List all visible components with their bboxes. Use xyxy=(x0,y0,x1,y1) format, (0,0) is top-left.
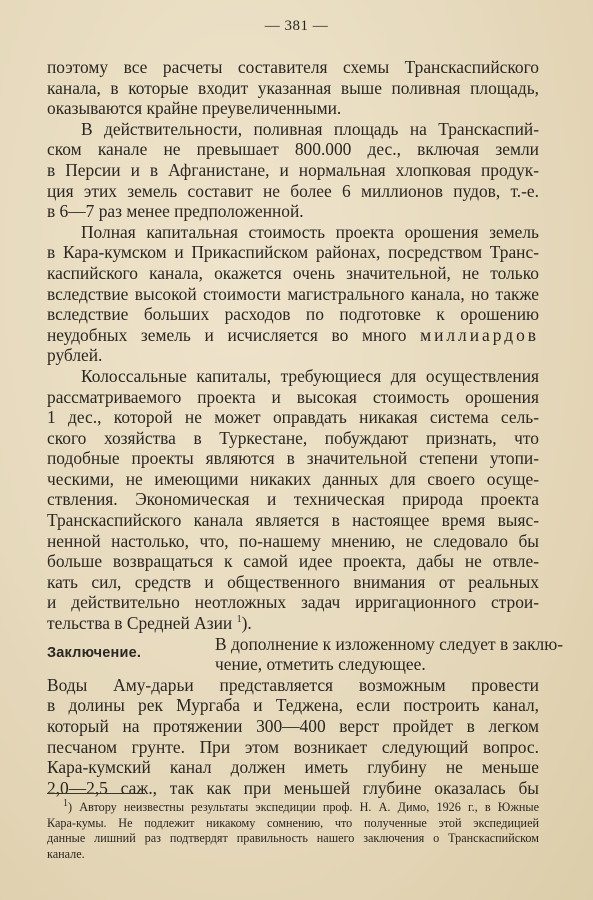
text-line: ском канале не превышает 800.000 дес., включая земли xyxy=(47,139,539,160)
text-line: ческими, не имеющими никаких данных для своего осуще- xyxy=(47,468,539,489)
text-line: вследствие больших расходов по подготовке к орошению xyxy=(47,304,539,325)
text-line: оказываются крайне преувеличенными. xyxy=(47,98,342,119)
footnote-marker: 1 xyxy=(63,797,68,809)
text-line: в Персии и в Афганистане, и нормальная хлопковая продук- xyxy=(47,159,539,180)
footnote-reference[interactable]: 1 xyxy=(236,614,242,626)
text-line: ненной настолько, что, по-нашему мнению, не следовало бы xyxy=(47,530,539,551)
text-line: в 6—7 раз менее предположенной. xyxy=(47,201,304,222)
conclusion-section xyxy=(47,633,564,675)
text-line: ствления. Экономическая и техническая природа проекта xyxy=(47,489,539,510)
footnote-line: Кара-кумы. Не подлежит никакому сомнению, что полученные этой экспедицией xyxy=(47,815,539,830)
text-line: Полная капитальная стоимость проекта орошения земель xyxy=(81,221,539,242)
spaced-word: миллиардов xyxy=(420,324,539,345)
footnote-text: ) Автору неизвестны результаты экспедиции проф. Н. А. Димо, 1926 г., в Южные xyxy=(68,800,539,814)
text-line: рассматриваемого проекта и высокая стоимость орошения xyxy=(47,386,539,407)
footnote-line: канале. xyxy=(47,846,85,861)
paragraph-1 xyxy=(47,57,539,119)
text-line: 1 дес., которой не может оправдать никакая система сель- xyxy=(47,407,539,428)
text-line: песчаном грунте. При этом возникает следующий вопрос. xyxy=(47,736,539,757)
text-line: каспийского канала, окажется очень значительной, не только xyxy=(47,262,539,283)
paragraph-2 xyxy=(47,119,539,222)
paragraph-3 xyxy=(47,222,539,366)
text-line: 2,0—2,5 саж., так как при меньшей глубине оказалась бы xyxy=(47,777,539,798)
text-line: Транскаспийского канала является в настоящее время выяс- xyxy=(47,510,539,531)
footnote xyxy=(47,797,539,862)
text-line: кать сил, средств и общественного внимания от реальных xyxy=(47,571,539,592)
text-line: Воды Аму-дарьи представляется возможным провести xyxy=(47,674,539,695)
text-line: больше возвращаться к самой идее проекта, дабы не отвле- xyxy=(47,551,539,572)
text-segment: ). xyxy=(241,613,252,634)
text-line: в Кара-кумском и Прикаспийском районах, посредством Транс- xyxy=(47,242,539,263)
text-line: Колоссальные капиталы, требующиеся для осуществления xyxy=(81,365,539,386)
text-line: ского хозяйства в Туркестане, побуждают признать, что xyxy=(47,427,539,448)
text-line: рублей. xyxy=(47,345,103,366)
text-line: в долины рек Мургаба и Теджена, если построить канал, xyxy=(47,695,539,716)
text-line: поэтому все расчеты составителя схемы Транскаспийского xyxy=(47,57,539,77)
page-number: — 381 — xyxy=(264,18,329,34)
text-line: и действительно неотложных задач ирригационного строи- xyxy=(47,592,539,613)
text-line: чение, отметить следующее. xyxy=(215,654,426,675)
text-segment: тельства в Средней Азии xyxy=(47,613,233,634)
text-line: В дополнение к изложенному следует в заклю- xyxy=(215,633,564,654)
text-line-composite xyxy=(47,325,539,346)
section-heading: Заключение. xyxy=(47,644,142,661)
footnote-divider xyxy=(47,793,145,794)
main-text xyxy=(47,57,564,798)
paragraph-6 xyxy=(47,675,539,799)
footnote-line-composite xyxy=(47,797,539,816)
text-line: В действительности, поливная площадь на Транскаспий- xyxy=(81,118,539,139)
text-line-composite xyxy=(47,613,539,634)
text-segment: неудобных земель и исчисляется во много xyxy=(47,324,407,345)
paragraph-4 xyxy=(47,366,539,634)
text-line: канала, в которые входит указанная выше поливная площадь, xyxy=(47,77,539,98)
text-line: ция этих земель составит не более 6 миллионов пудов, т.-е. xyxy=(47,180,539,201)
text-line: вследствие высокой стоимости магистрального канала, но также xyxy=(47,283,539,304)
text-line: Кара-кумский канал должен иметь глубину не меньше xyxy=(47,757,539,778)
text-line: который на протяжении 300—400 верст пройдет в легком xyxy=(47,716,539,736)
text-line: подобные проекты являются в значительной степени утопи- xyxy=(47,448,539,469)
footnote-line: данные лишний раз подтвердят правильность нашего заключения о Транскаспийском xyxy=(47,831,539,845)
